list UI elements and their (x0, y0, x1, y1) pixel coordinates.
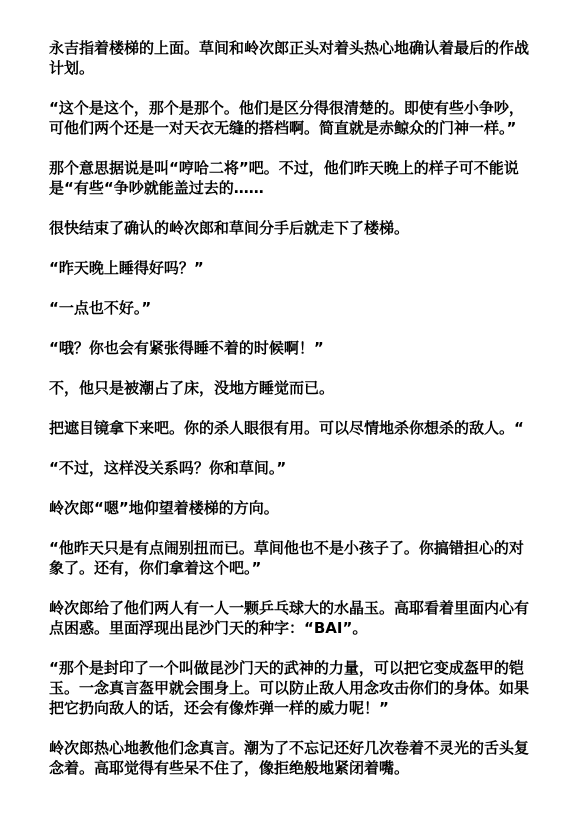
paragraph: “那个是封印了一个叫做昆沙门天的武神的力量，可以把它变成盔甲的铠玉。一念真言盔甲就会围身上。可以防止敌人用念攻击你们的身体。如果把它扔向敌人的话，还会有像炸弹一样的威力呢！” (49, 659, 530, 717)
paragraph: 把遮目镜拿下来吧。你的杀人眼很有用。可以尽情地杀你想杀的敌人。“ (49, 419, 524, 437)
paragraph: 永吉指着楼梯的上面。草间和岭次郎正头对着头热心地确认着最后的作战计划。 (49, 39, 530, 77)
paragraph: “哦？你也会有紧张得睡不着的时候啊！” (49, 339, 324, 357)
paragraph: 很快结束了确认的岭次郎和草间分手后就走下了楼梯。 (49, 219, 410, 237)
paragraph: 岭次郎“嗯”地仰望着楼梯的方向。 (49, 499, 279, 517)
paragraph: 岭次郎热心地教他们念真言。潮为了不忘记还好几次卷着不灵光的舌头复念着。高耶觉得有些呆不住了，像拒绝般地紧闭着嘴。 (49, 739, 530, 777)
paragraph: 不，他只是被潮占了床，没地方睡觉而已。 (49, 379, 335, 397)
paragraph: “一点也不好。” (49, 299, 152, 317)
paragraph: 那个意思据说是叫“哼哈二将”吧。不过，他们昨天晚上的样子可不能说是“有些“争吵就能盖过去的…… (49, 159, 519, 197)
paragraph: “他昨天只是有点闹别扭而已。草间他也不是小孩子了。你搞错担心的对象了。还有，你们拿着这个吧。” (49, 539, 524, 577)
paragraph: 岭次郎给了他们两人有一人一颗乒乓球大的水晶玉。高耶看着里面内心有点困惑。里面浮现出昆沙门天的种字：“BAI”。 (49, 599, 530, 637)
paragraph: “不过，这样没关系吗？你和草间。” (49, 459, 287, 477)
paragraph: “昨天晚上睡得好吗？” (49, 259, 204, 277)
document-page (49, 38, 537, 798)
paragraph: “这个是这个，那个是那个。他们是区分得很清楚的。即使有些小争吵，可他们两个还是一对天衣无缝的搭档啊。简直就是赤鲸众的门神一样。” (49, 99, 524, 137)
